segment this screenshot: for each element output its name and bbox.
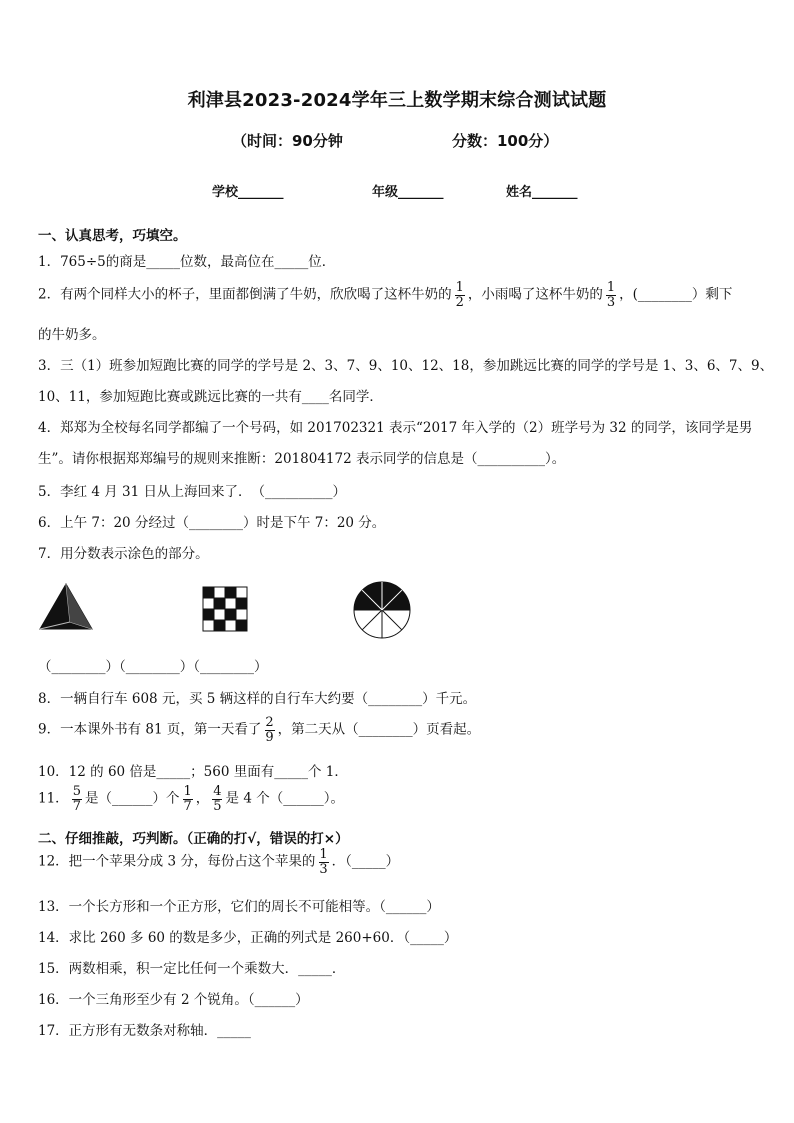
shaded-circle-figure <box>352 580 412 640</box>
question-12: 12．把一个苹果分成 3 分，每份占这个苹果的 $\frac{1}{3}$ ．（_____） <box>38 847 400 877</box>
question-8: 8．一辆自行车 608 元，买 5 辆这样的自行车大约要（________）千元。 <box>38 691 477 707</box>
question-5: 5．李红 4 月 31 日从上海回来了． （__________） <box>38 484 347 500</box>
fraction: $\frac{4}{5}$ <box>213 784 222 814</box>
question-9: 9．一本课外书有 81 页，第一天看了 $\frac{2}{9}$ ，第二天从（________）页看起。 <box>38 715 481 745</box>
section-heading-judge: 二、仔细推敲，巧判断。（正确的打√，错误的打×） <box>38 831 349 847</box>
page-title: 利津县2023-2024学年三上数学期末综合测试试题 <box>187 90 607 111</box>
grade-field: 年级_______ <box>372 185 444 200</box>
fraction: $\frac{1}{3}$ <box>606 280 616 310</box>
exam-time: （时间：90分钟 <box>232 132 343 150</box>
question-1: 1．765÷5的商是_____位数，最高位在_____位． <box>38 254 336 270</box>
question-6: 6．上午 7：20 分经过（________）时是下午 7：20 分。 <box>38 515 386 531</box>
question-11: 11． $\frac{5}{7}$ 是（______）个 $\frac{1}{7}$ ， $\frac{4}{5}$ 是 4 个（______）。 <box>38 784 344 814</box>
fraction: $\frac{5}{7}$ <box>72 784 81 814</box>
question-10: 10．12 的 60 倍是_____；560 里面有_____个 1． <box>38 764 348 780</box>
question-2: 2．有两个同样大小的杯子，里面都倒满了牛奶，欣欣喝了这杯牛奶的 $\frac{1}{2}$ ，小雨喝了这杯牛奶的 $\frac{1}{3}$ ，(________）剩下 <box>38 280 733 310</box>
question-3-cont: 10、11，参加短跑比赛或跳远比赛的一共有____名同学． <box>38 389 383 405</box>
fraction: $\frac{1}{2}$ <box>455 280 464 310</box>
question-17: 17．正方形有无数条对称轴．_____ <box>38 1023 251 1039</box>
school-field: 学校_______ <box>212 185 284 200</box>
question-7-answers: （________）（________）（________） <box>38 659 268 675</box>
section-heading-fill-blank: 一、认真思考，巧填空。 <box>38 228 187 244</box>
question-7: 7．用分数表示涂色的部分。 <box>38 546 209 562</box>
exam-score: 分数：100分） <box>452 132 559 150</box>
fraction: $\frac{1}{7}$ <box>183 784 192 814</box>
question-2-cont: 的牛奶多。 <box>38 327 106 343</box>
fraction: $\frac{2}{9}$ <box>265 715 274 745</box>
question-3: 3．三（1）班参加短跑比赛的同学的学号是 2、3、7、9、10、12、18，参加跳远比赛的同学的学号是 1、3、6、7、9、 <box>38 358 774 374</box>
name-field: 姓名_______ <box>506 185 578 200</box>
shaded-pyramid-figure <box>38 582 94 632</box>
question-4: 4．郑郑为全校每名同学都编了一个号码，如 201702321 表示“2017 年入学的（2）班学号为 32 的同学，该同学是男 <box>38 420 753 436</box>
question-15: 15．两数相乘，积一定比任何一个乘数大．_____． <box>38 961 346 977</box>
question-13: 13．一个长方形和一个正方形，它们的周长不可能相等。（______） <box>38 899 440 915</box>
question-14: 14．求比 260 多 60 的数是多少，正确的列式是 260+60．（_____） <box>38 930 458 946</box>
fraction: $\frac{1}{3}$ <box>319 847 328 877</box>
question-16: 16．一个三角形至少有 2 个锐角。（______） <box>38 992 309 1008</box>
question-4-cont: 生”。请你根据郑郑编号的规则来推断：201804172 表示同学的信息是（__________）。 <box>38 451 566 467</box>
shaded-grid-figure <box>202 586 248 632</box>
